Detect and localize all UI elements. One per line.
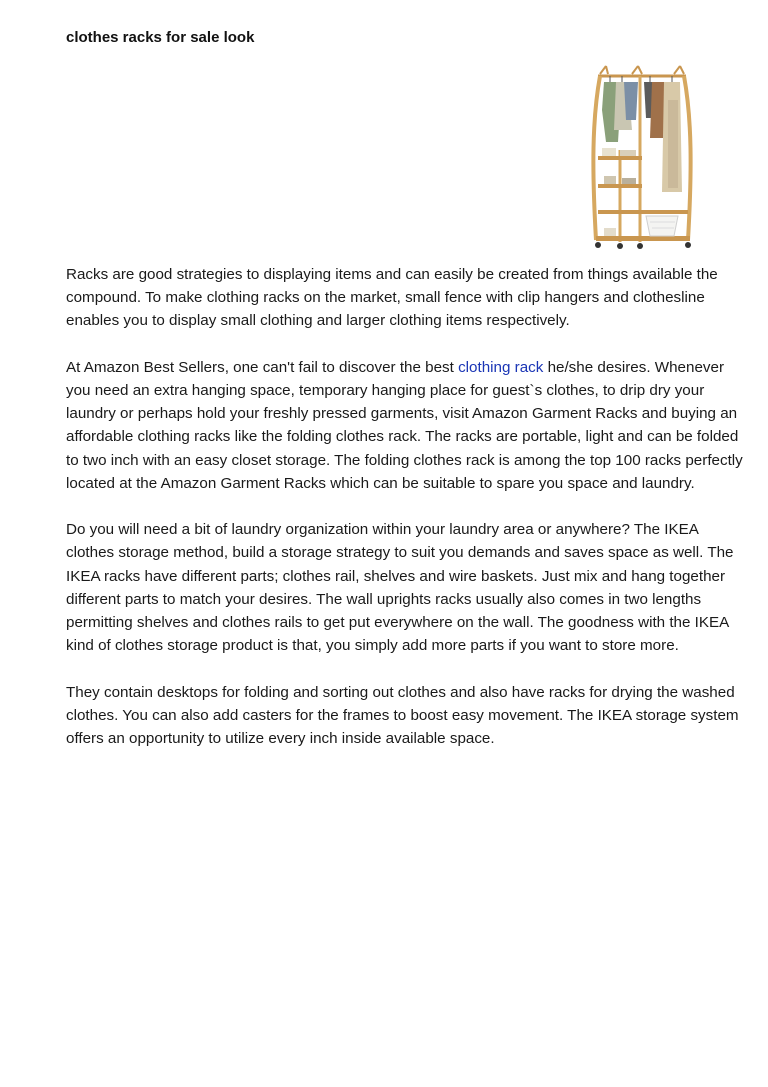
paragraph-4: They contain desktops for folding and sorting out clothes and also have racks for drying the washed clothes. You can also add casters for the frames to boost easy movement. The IKEA storage system offers an opportunity to utilize every inch inside available space. — [66, 683, 739, 748]
clothing-rack-image — [586, 60, 698, 252]
clothing-rack-link[interactable]: clothing rack — [458, 358, 544, 376]
paragraph-2 — [66, 356, 746, 495]
paragraph-2-start: At Amazon Best Sellers, one can't fail to discover the best — [66, 358, 459, 376]
paragraph-3: Do you will need a bit of laundry organization within your laundry area or anywhere? The IKEA clothes storage method, build a storage strategy to suit you demands and saves space as well. The IKEA racks have different parts; clothes rail, shelves and wire baskets. Just mix and hang together different parts to match your desires. The wall uprights racks usually also comes in two lengths permitting shelves and clothes rails to get put everywhere on the wall. The goodness with the IKEA kind of clothes storage product is that, you simply add more parts if you want to store more. — [66, 521, 734, 655]
paragraph-2-end: he/she desires. Whenever you need an extra hanging space, temporary hanging place for guest`s clothes, to drip dry your laundry or perhaps hold your freshly pressed garments, visit Amazon Garment Racks and buying an affordable clothing racks like the folding clothes rack. The racks are portable, light and can be folded to two inch with an easy closet storage. The folding clothes rack is among the top 100 racks perfectly located at the Amazon Garment Racks which can be suitable to spare you space and laundry. — [66, 358, 743, 492]
paragraph-1: Racks are good strategies to displaying items and can easily be created from things available the compound. To make clothing racks on the market, small fence with clip hangers and clothesline enables you to display small clothing and larger clothing items respectively. — [66, 266, 718, 330]
article-body — [66, 263, 746, 773]
page-title: clothes racks for sale look — [66, 29, 255, 46]
